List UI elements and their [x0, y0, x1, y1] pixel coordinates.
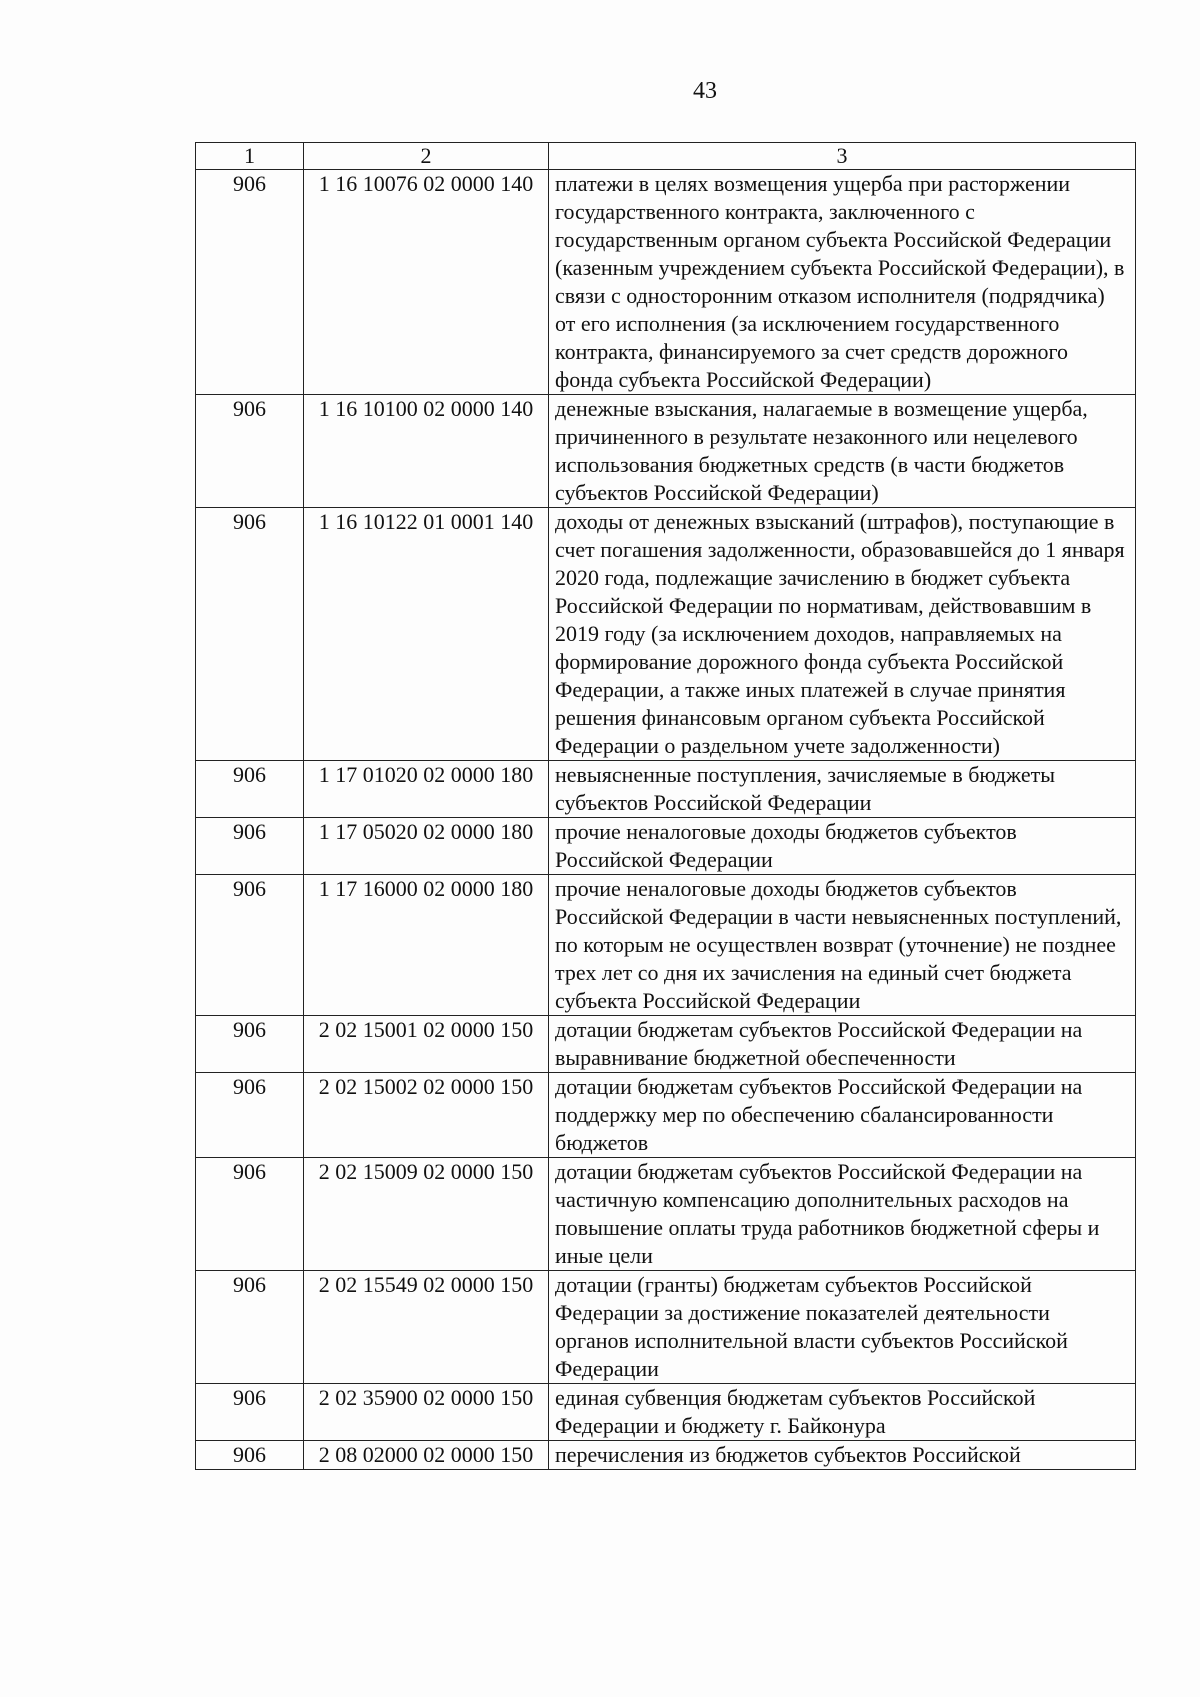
- column-header-3: 3: [549, 143, 1136, 170]
- table-row: [196, 1384, 1136, 1441]
- table-header-row: [196, 143, 1136, 170]
- revenue-name-cell: доходы от денежных взысканий (штрафов), поступающие в счет погашения задолженности, образовавшейся до 1 января 2020 года, подлежащие зачислению в бюджет субъекта Российской Федерации по нормативам, действовавшим в 2019 году (за исключением доходов, направляемых на формирование дорожного фонда субъекта Российской Федерации, а также иных платежей в случае принятия решения финансовым органом субъекта Российской Федерации о раздельном учете задолженности): [549, 508, 1136, 761]
- revenue-name-cell: дотации бюджетам субъектов Российской Федерации на поддержку мер по обеспечению сбалансированности бюджетов: [549, 1073, 1136, 1158]
- revenue-name-cell: единая субвенция бюджетам субъектов Российской Федерации и бюджету г. Байконура: [549, 1384, 1136, 1441]
- admin-code-cell: 906: [196, 761, 304, 818]
- admin-code-cell: 906: [196, 170, 304, 395]
- budget-code-cell: 1 16 10076 02 0000 140: [304, 170, 549, 395]
- budget-code-cell: 2 02 15001 02 0000 150: [304, 1016, 549, 1073]
- admin-code-cell: 906: [196, 1016, 304, 1073]
- budget-code-cell: 2 08 02000 02 0000 150: [304, 1441, 549, 1470]
- table-row: [196, 395, 1136, 508]
- table-row: [196, 1073, 1136, 1158]
- admin-code-cell: 906: [196, 1158, 304, 1271]
- table-row: [196, 1441, 1136, 1470]
- budget-code-cell: 1 16 10122 01 0001 140: [304, 508, 549, 761]
- revenue-name-cell: платежи в целях возмещения ущерба при расторжении государственного контракта, заключенного с государственным органом субъекта Российской Федерации (казенным учреждением субъекта Российской Федерации), в связи с односторонним отказом исполнителя (подрядчика) от его исполнения (за исключением государственного контракта, финансируемого за счет средств дорожного фонда субъекта Российской Федерации): [549, 170, 1136, 395]
- budget-code-cell: 2 02 15549 02 0000 150: [304, 1271, 549, 1384]
- table-row: [196, 1271, 1136, 1384]
- table-row: [196, 1158, 1136, 1271]
- revenue-codes-table: [195, 142, 1136, 1470]
- revenue-name-cell: прочие неналоговые доходы бюджетов субъектов Российской Федерации в части невыясненных поступлений, по которым не осуществлен возврат (уточнение) не позднее трех лет со дня их зачисления на единый счет бюджета субъекта Российской Федерации: [549, 875, 1136, 1016]
- page-number: 43: [693, 78, 717, 104]
- admin-code-cell: 906: [196, 1073, 304, 1158]
- admin-code-cell: 906: [196, 395, 304, 508]
- budget-code-cell: 1 17 01020 02 0000 180: [304, 761, 549, 818]
- budget-code-cell: 1 16 10100 02 0000 140: [304, 395, 549, 508]
- table-row: [196, 1016, 1136, 1073]
- budget-code-cell: 2 02 35900 02 0000 150: [304, 1384, 549, 1441]
- admin-code-cell: 906: [196, 1441, 304, 1470]
- table-row: [196, 818, 1136, 875]
- budget-code-cell: 2 02 15002 02 0000 150: [304, 1073, 549, 1158]
- revenue-name-cell: дотации (гранты) бюджетам субъектов Российской Федерации за достижение показателей деятельности органов исполнительной власти субъектов Российской Федерации: [549, 1271, 1136, 1384]
- admin-code-cell: 906: [196, 1384, 304, 1441]
- revenue-name-cell: прочие неналоговые доходы бюджетов субъектов Российской Федерации: [549, 818, 1136, 875]
- revenue-name-cell: перечисления из бюджетов субъектов Российской: [549, 1441, 1136, 1470]
- budget-code-cell: 1 17 05020 02 0000 180: [304, 818, 549, 875]
- table-row: [196, 170, 1136, 395]
- table-body: [196, 170, 1136, 1470]
- table-row: [196, 875, 1136, 1016]
- budget-code-cell: 2 02 15009 02 0000 150: [304, 1158, 549, 1271]
- column-header-2: 2: [304, 143, 549, 170]
- revenue-name-cell: денежные взыскания, налагаемые в возмещение ущерба, причиненного в результате незаконного или нецелевого использования бюджетных средств (в части бюджетов субъектов Российской Федерации): [549, 395, 1136, 508]
- budget-code-cell: 1 17 16000 02 0000 180: [304, 875, 549, 1016]
- admin-code-cell: 906: [196, 875, 304, 1016]
- table-row: [196, 761, 1136, 818]
- revenue-name-cell: дотации бюджетам субъектов Российской Федерации на частичную компенсацию дополнительных расходов на повышение оплаты труда работников бюджетной сферы и иные цели: [549, 1158, 1136, 1271]
- admin-code-cell: 906: [196, 818, 304, 875]
- table-row: [196, 508, 1136, 761]
- table-header: [196, 143, 1136, 170]
- revenue-name-cell: невыясненные поступления, зачисляемые в бюджеты субъектов Российской Федерации: [549, 761, 1136, 818]
- revenue-name-cell: дотации бюджетам субъектов Российской Федерации на выравнивание бюджетной обеспеченности: [549, 1016, 1136, 1073]
- admin-code-cell: 906: [196, 508, 304, 761]
- admin-code-cell: 906: [196, 1271, 304, 1384]
- column-header-1: 1: [196, 143, 304, 170]
